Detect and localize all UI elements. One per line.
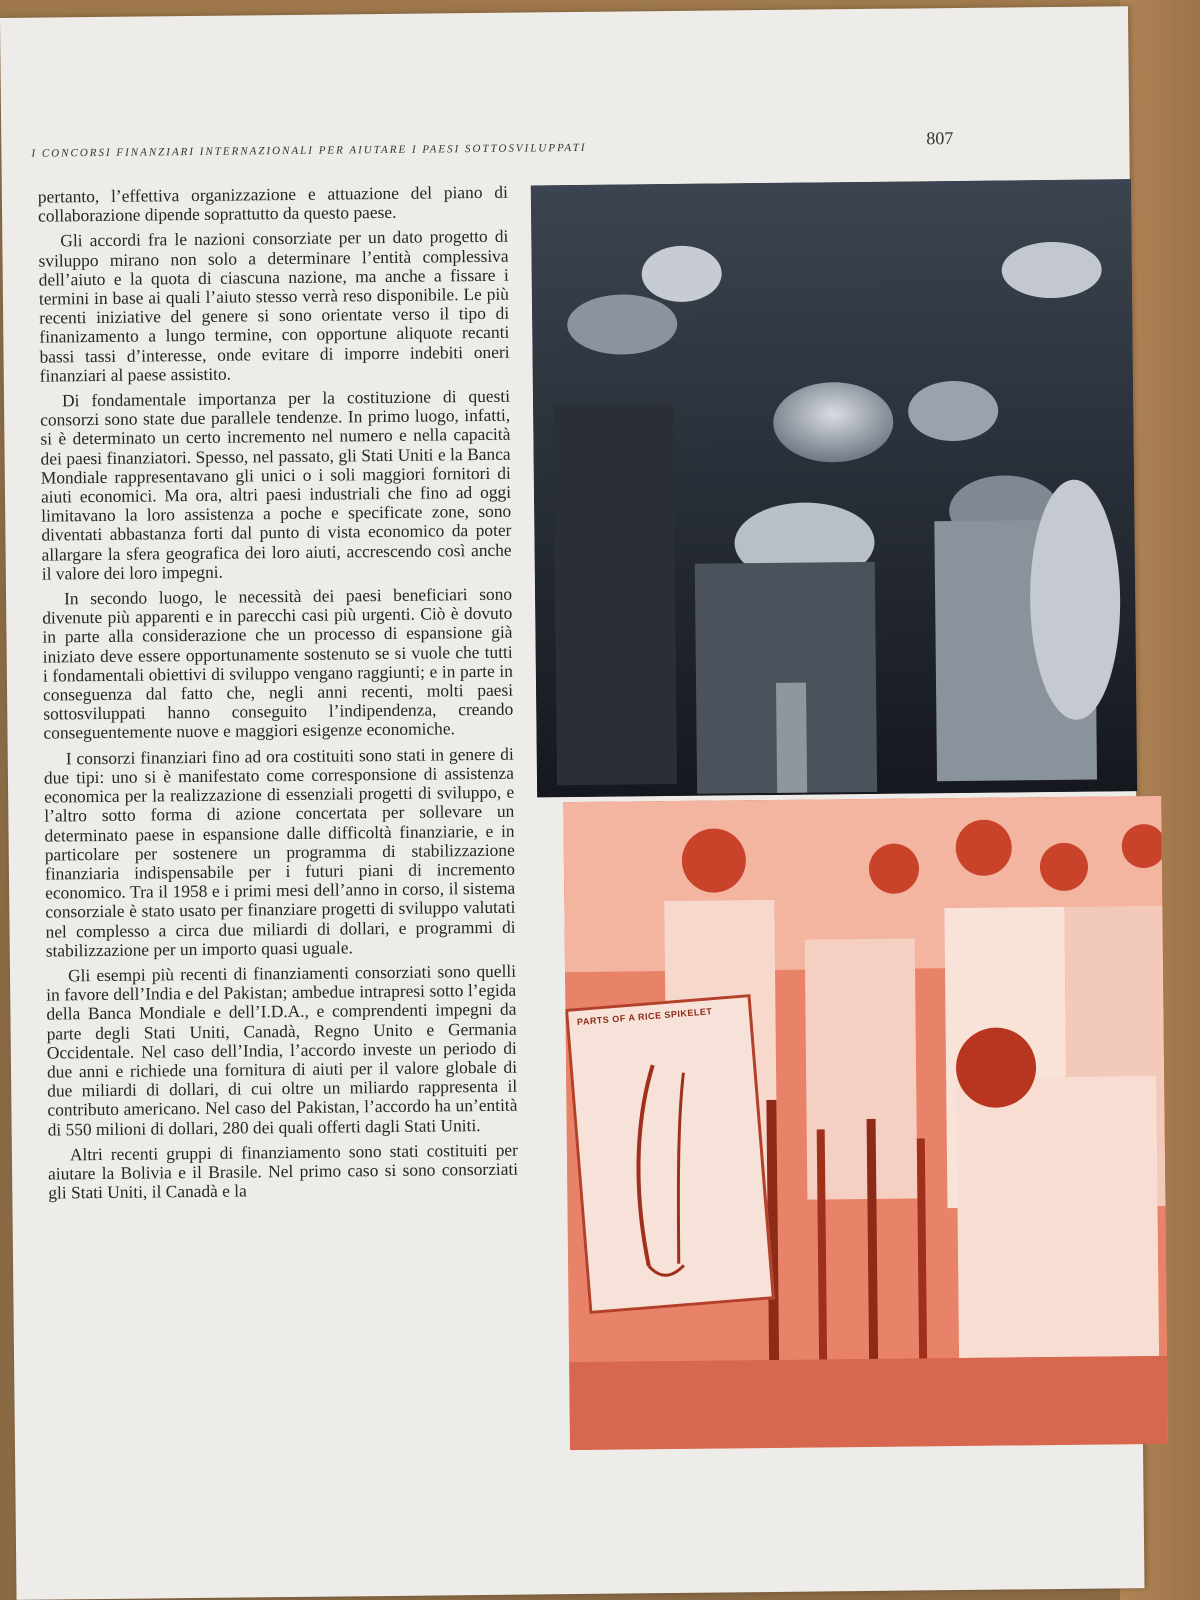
crowd-photo-icon [531,179,1137,797]
rice-chart-board [565,994,775,1314]
page-number: 807 [926,128,954,149]
paragraph: I consorzi finanziari fino ad ora costituiti sono stati in genere di due tipi: uno si è manifestato come corresponsione di assistenza economica per la realizzazione di essenziali progetti di sviluppo, e l’altro sotto forma di azione concertata per sollevare un determinato paese in espansione dalle difficoltà finanziarie, e in particolare per sostenere un programma di stabilizzazione finanziaria indispensabile per i futuri piani di incremento economico. Tra il 1958 e i primi mesi dell’anno in corso, il sistema consorziale è stato usato per finanziare progetti di sviluppo valutati nel complesso a circa due miliardi di dollari, e programmi di stabilizzazione per un importo quasi uguale. [43,743,516,961]
paragraph: Altri recenti gruppi di finanziamento sono stati costituiti per aiutare la Bolivia e il Brasile. Nel primo caso si sono consorziati gli Stati Uniti, il Canadà e la [47,1139,519,1203]
paragraph: Gli accordi fra le nazioni consorziate per un dato progetto di sviluppo mirano non solo a determinare l’entità complessiva dell’aiuto e la quota di ciascuna nazione, ma anche a fissare i termini in base ai quali l’aiuto stesso verrà reso disponibile. Le più recenti iniziative del genere si sono orientate verso il tipo di finanizamento a lungo termine, con opportune aliquote recanti bassi tassi d’interesse, onde evitare di imporre indebiti oneri finanziari al paese assistito. [38,226,510,386]
magazine-page [0,6,1145,1600]
rice-chart-board-title: PARTS OF A RICE SPIKELET [576,1006,713,1028]
rice-demonstration-photo [563,796,1168,1450]
paragraph: pertanto, l’effettiva organizzazione e attuazione del piano di collaborazione dipende soprattutto da questo paese. [37,181,508,226]
paragraph: In secondo luogo, le necessità dei paesi beneficiari sono divenute più apparenti e in parecchi casi più urgenti. Ciò è dovuto in parte alla considerazione che un processo di espansione già iniziato deve essere opportunamente sostenuto se si vuole che tutti i fondamentali obiettivi di sviluppo vengano raggiunti; e in parte in conseguenza dal fatto che, negli anni recenti, molti paesi sottosviluppati hanno conseguito l’indipendenza, creando conseguentemente nuove e maggiori esigenze economiche. [42,583,514,744]
paragraph: Di fondamentale importanza per la costituzione di questi consorzi sono state due parallele tendenze. In primo luogo, infatti, si è determinato un certo incremento nel numero e nella capacità dei paesi finanziatori. Spesso, nel passato, gli Stati Uniti e la Banca Mondiale rappresentavano gli unici o i soli maggiori fornitori di aiuti economici. Ma ora, altri paesi industriali che fino ad oggi limitavano la loro assistenza a poche e specificate zone, sono diventati abbastanza forti dal punto di vista economico da poter allargare la sfera geografica dei loro aiuti, accrescendo così anche il valore dei loro impegni. [40,385,512,584]
body-text-column [38,183,519,1209]
crowd-photo [531,179,1137,797]
running-title: I CONCORSI FINANZIARI INTERNAZIONALI PER AIUTARE I PAESI SOTTOSVILUPPATI [31,141,587,160]
paragraph: Gli esempi più recenti di finanziamenti consorziati sono quelli in favore dell’India e del Pakistan; ambedue intrapresi sotto l’egida della Banca Mondiale e dell’I.D.A., e comprendenti impegni da parte degli Stati Uniti, Canadà, Regno Unito e Germania Occidentale. Nel caso dell’India, l’accordo investe un periodo di due anni e richiede una fornitura di aiuti per il valore globale di due miliardi di dollari, di cui oltre un miliardo rappresenta il contributo americano. Nel caso del Pakistan, l’accordo ha un’entità di 550 milioni di dollari, 280 dei quali offerti dagli Stati Uniti. [46,960,518,1140]
rice-spikelet-drawing-icon [568,997,771,1310]
